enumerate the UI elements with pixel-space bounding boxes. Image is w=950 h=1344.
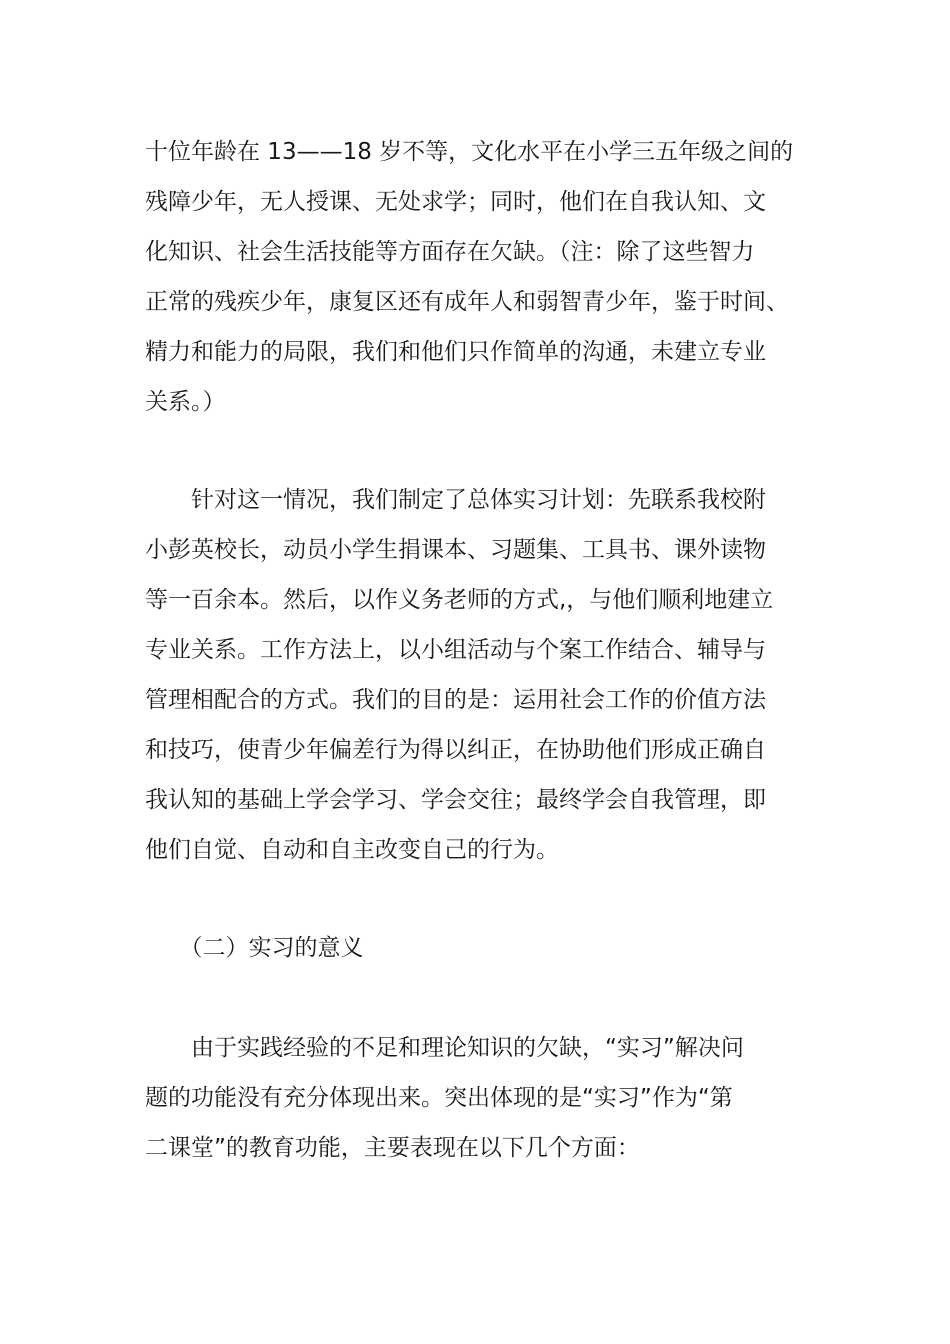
heading-text: （二）实习的意义: [145, 935, 364, 961]
text-line: 正常的残疾少年，康复区还有成年人和弱智青少年，鉴于时间、: [145, 289, 789, 315]
paragraph-significance: [145, 1023, 744, 1173]
text-line: 十位年龄在 13——18 岁不等，文化水平在小学三五年级之间的: [145, 139, 794, 165]
text-line: 针对这一情况，我们制定了总体实习计划：先联系我校附: [145, 487, 766, 513]
text-line: 二课堂”的教育功能，主要表现在以下几个方面：: [145, 1135, 640, 1161]
text-line: 由于实践经验的不足和理论知识的欠缺，“实习”解决问: [145, 1035, 744, 1061]
text-line: 化知识、社会生活技能等方面存在欠缺。（注：除了这些智力: [145, 239, 755, 265]
text-line: 等一百余本。然后，以作义务老师的方式,，与他们顺利地建立: [145, 587, 774, 613]
text-line: 专业关系。工作方法上，以小组活动与个案工作结合、辅导与: [145, 637, 766, 663]
text-line: 残障少年，无人授课、无处求学；同时，他们在自我认知、文: [145, 189, 766, 215]
text-line: 精力和能力的局限，我们和他们只作简单的沟通，未建立专业: [145, 339, 766, 365]
paragraph-participants: [145, 127, 793, 427]
text-line: 我认知的基础上学会学习、学会交往；最终学会自我管理，即: [145, 787, 766, 813]
section-heading: [145, 923, 364, 973]
text-line: 管理相配合的方式。我们的目的是：运用社会工作的价值方法: [145, 687, 766, 713]
text-line: 小彭英校长，动员小学生捐课本、习题集、工具书、课外读物: [145, 537, 766, 563]
paragraph-plan: [145, 475, 773, 875]
text-line: 和技巧，使青少年偏差行为得以纠正，在协助他们形成正确自: [145, 737, 766, 763]
text-line: 他们自觉、自动和自主改变自己的行为。: [145, 837, 559, 863]
text-line: 题的功能没有充分体现出来。突出体现的是“实习”作为“第: [145, 1085, 733, 1111]
text-line: 关系。）: [145, 389, 226, 415]
